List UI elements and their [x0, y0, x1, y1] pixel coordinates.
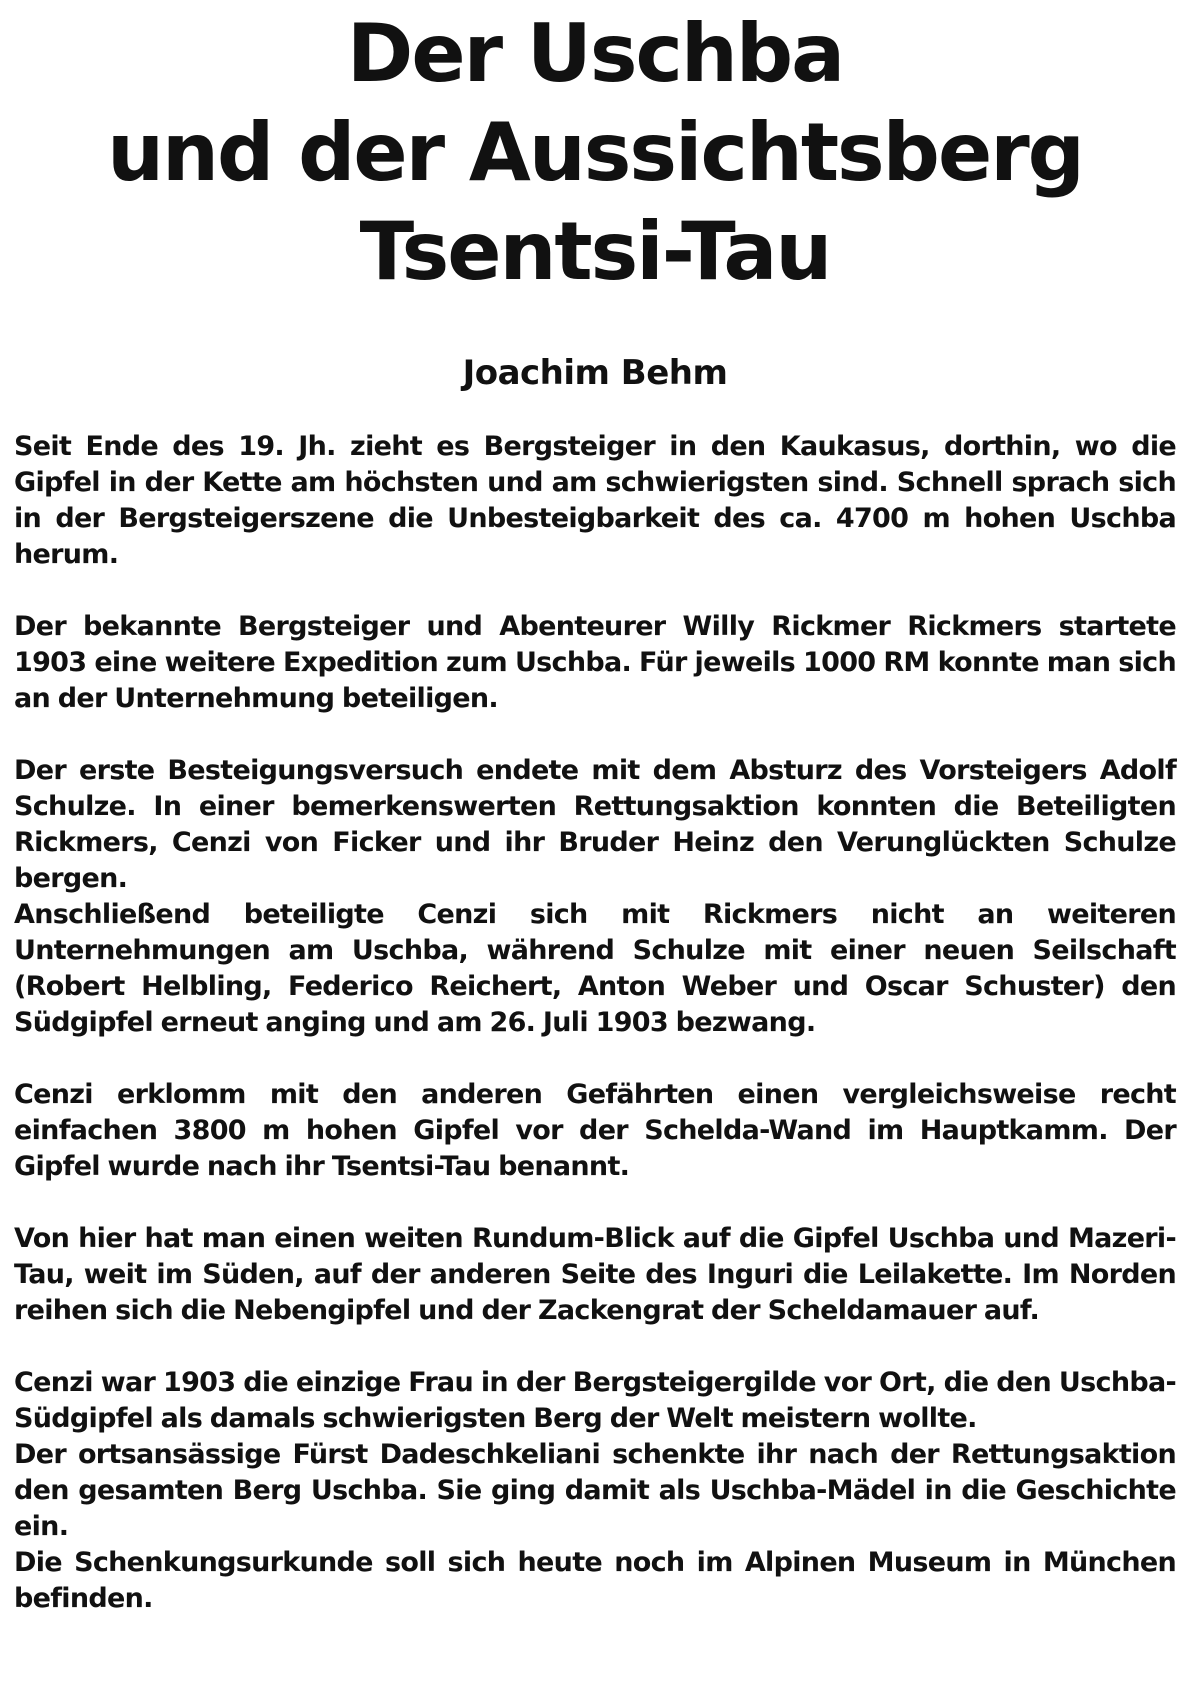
- paragraph-2: [14, 609, 1176, 717]
- paragraph-text: Seit Ende des 19. Jh. zieht es Bergsteiger in den Kaukasus, dorthin, wo die Gipfel in der Kette am höchsten und am schwierigsten sind. Schnell sprach sich in der Bergsteigerszene die Unbesteigbarkeit des ca. 4700 m hohen Uschba herum.: [14, 431, 1176, 570]
- paragraph-6: [14, 1365, 1176, 1617]
- paragraph-1: [14, 429, 1176, 573]
- article-body: [14, 429, 1176, 1617]
- title-line-3: Tsentsi-Tau: [359, 205, 831, 298]
- document-title: [14, 4, 1176, 301]
- author-name: Joachim Behm: [462, 353, 728, 393]
- paragraph-text: Cenzi war 1903 die einzige Frau in der Bergsteigergilde vor Ort, die den Uschba-Südgipfel als damals schwierigsten Berg der Welt meistern wollte.: [14, 1367, 1176, 1434]
- paragraph-5: [14, 1221, 1176, 1329]
- paragraph-text: Die Schenkungsurkunde soll sich heute noch im Alpinen Museum in München befinden.: [14, 1547, 1176, 1614]
- paragraph-text: Der bekannte Bergsteiger und Abenteurer Willy Rickmer Rickmers startete 1903 eine weitere Expedition zum Uschba. Für jeweils 1000 RM konnte man sich an der Unternehmung beteiligen.: [14, 611, 1176, 714]
- paragraph-text: Der ortsansässige Fürst Dadeschkeliani schenkte ihr nach der Rettungsaktion den gesamten Berg Uschba. Sie ging damit als Uschba-Mädel in die Geschichte ein.: [14, 1439, 1176, 1542]
- paragraph-4: [14, 1077, 1176, 1185]
- paragraph-text: Von hier hat man einen weiten Rundum-Blick auf die Gipfel Uschba und Mazeri-Tau, weit im Süden, auf der anderen Seite des Inguri die Leilakette. Im Norden reihen sich die Nebengipfel und der Zackengrat der Scheldamauer auf.: [14, 1223, 1176, 1326]
- title-line-2: und der Aussichtsberg: [107, 106, 1083, 199]
- paragraph-text: Der erste Besteigungsversuch endete mit dem Absturz des Vorsteigers Adolf Schulze. In einer bemerkenswerten Rettungsaktion konnten die Beteiligten Rickmers, Cenzi von Ficker und ihr Bruder Heinz den Verunglückten Schulze bergen.: [14, 755, 1176, 894]
- paragraph-text: Anschließend beteiligte Cenzi sich mit Rickmers nicht an weiteren Unternehmungen am Uschba, während Schulze mit einer neuen Seilschaft (Robert Helbling, Federico Reichert, Anton Weber und Oscar Schuster) den Südgipfel erneut anging und am 26. Juli 1903 bezwang.: [14, 899, 1176, 1038]
- paragraph-3: [14, 753, 1176, 1041]
- title-line-1: Der Uschba: [346, 7, 844, 100]
- paragraph-text: Cenzi erklomm mit den anderen Gefährten einen vergleichsweise recht einfachen 3800 m hohen Gipfel vor der Schelda-Wand im Hauptkamm. Der Gipfel wurde nach ihr Tsentsi-Tau benannt.: [14, 1079, 1176, 1182]
